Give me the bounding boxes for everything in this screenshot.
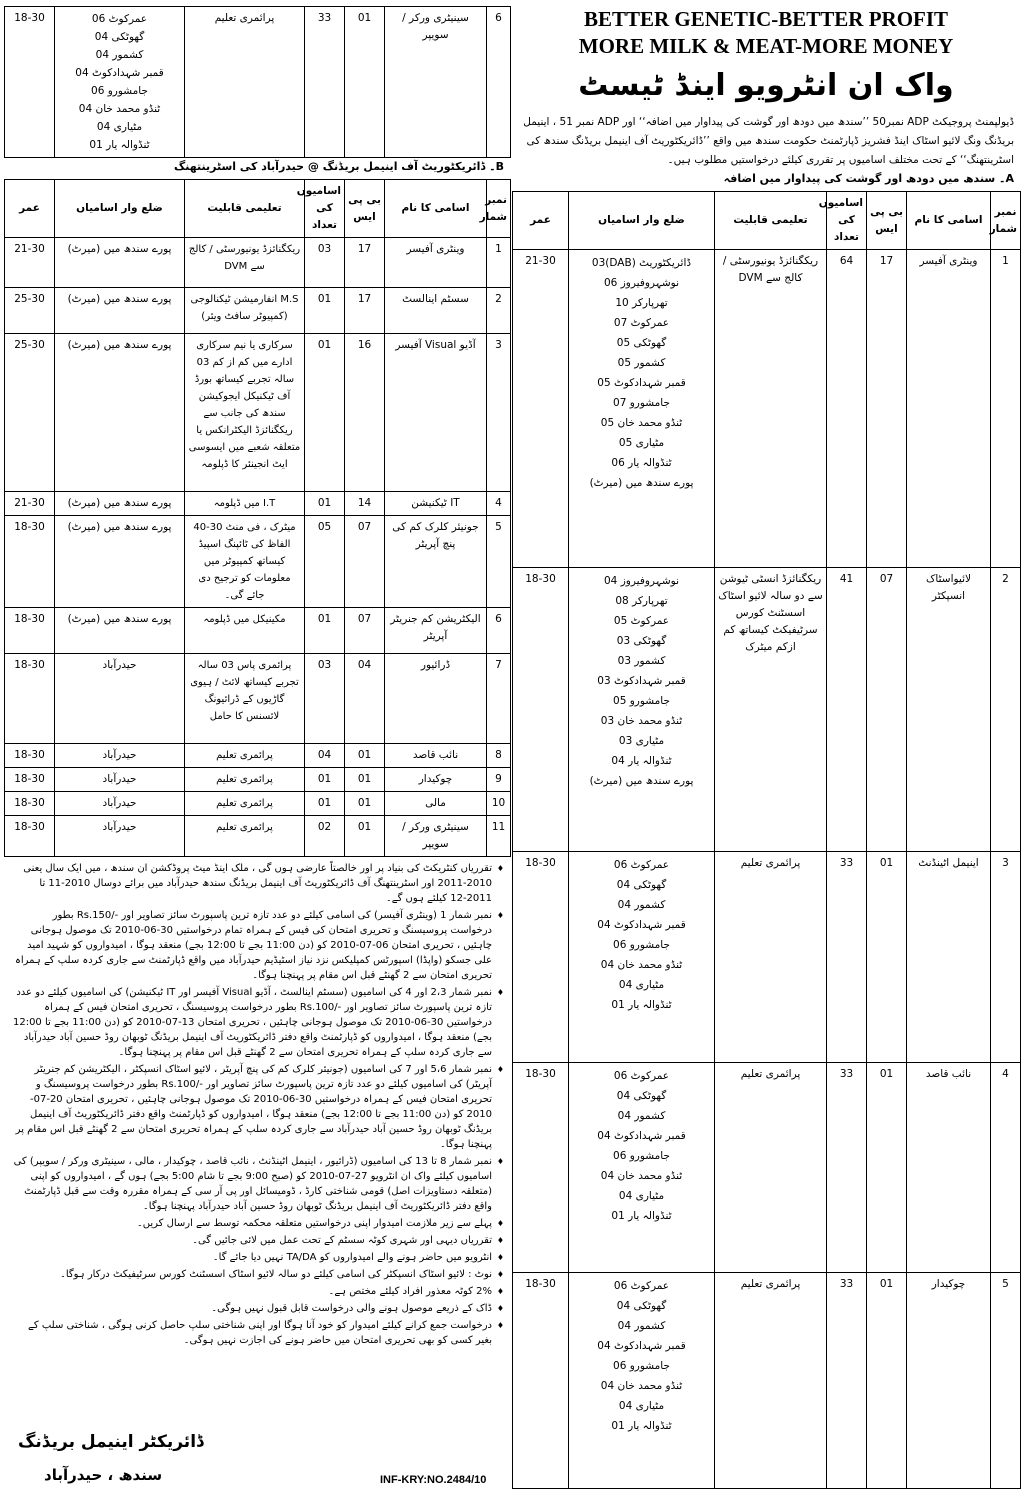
table-row [5,816,511,857]
cell-district: پورے سندھ میں (میرٹ) [55,238,185,288]
cell-post-name: IT ٹیکنیشن [385,492,487,516]
district-entry: قمبر شہدادکوٹ 04 [597,1130,686,1142]
cell-bps: 07 [867,568,907,852]
cell-post-name: الیکٹریشن کم جنریٹر آپریٹر [385,608,487,654]
cell-post-name: سسٹم اینالسٹ [385,288,487,334]
district-entry: ٹنڈو محمد خان 03 [600,715,683,727]
cell-post-name: آڈیو Visual آفیسر [385,334,487,492]
district-entry: تھرپارکر 10 [615,297,668,309]
cell-post-name: نائب قاصد [907,1063,991,1273]
cell-post-name: سینیٹری ورکر / سویپر [385,7,487,158]
cell-post-count: 03 [305,654,345,744]
district-entry: مٹیاری 05 [618,437,665,449]
district-entry: ٹنڈو محمد خان 04 [600,1380,683,1392]
signature-location: سندھ ، حیدرآباد [44,1466,163,1484]
cell-post-count: 02 [305,816,345,857]
cell-post-count: 01 [305,608,345,654]
note-item: ♦ پہلے سے زیر ملازمت امیدوار اپنی درخواستیں متعلقہ محکمہ توسط سے ارسال کریں۔ [10,1216,504,1231]
cell-post-count: 04 [305,744,345,768]
header-districts: ضلع وار اسامیاں [569,192,715,250]
district-entry: گھوٹکی 03 [616,635,667,647]
cell-bps: 16 [345,334,385,492]
district-entry: کشمور 03 [617,655,666,667]
headline-urdu: واک ان انٹرویو اینڈ ٹیسٹ [578,68,954,103]
cell-district: پورے سندھ میں (میرٹ) [55,334,185,492]
cell-post-count: 64 [827,250,867,568]
cell-post-count: 41 [827,568,867,852]
district-entry: ٹنڈو محمد خان 05 [600,417,683,429]
district-entry: ٹنڈوالہ یار 06 [611,457,672,469]
right-column [512,0,1020,1489]
district-entry: نوشہروفیروز 04 [604,575,679,587]
district-entry: مٹیاری 03 [618,735,665,747]
table-row [5,608,511,654]
header-serial: نمبر شمار [991,192,1021,250]
cell-bps: 01 [867,1273,907,1489]
cell-qualification: پرائمری تعلیم [185,792,305,816]
table-row [5,654,511,744]
district-entry: کشمور 04 [95,49,144,61]
cell-qualification: سرکاری یا نیم سرکاری ادارے میں کم از کم 03 سالہ تجربے کیساتھ بورڈ آف ٹیکنیکل ایجوکیشن سندھ کی جانب سے ریکگنائزڈ الیکٹرانکس یا متعلقہ شعبے میں ایسوسی ایٹ انجینئر کا ڈپلومہ [185,334,305,492]
cell-bps: 14 [345,492,385,516]
district-entry: کشمور 04 [617,1110,666,1122]
left-column [4,0,510,1486]
section-b-table [4,179,511,857]
cell-district: پورے سندھ میں (میرٹ) [55,288,185,334]
district-entry: پورے سندھ میں (میرٹ) [589,775,694,787]
district-entry: کشمور 04 [617,1320,666,1332]
header-serial: نمبر شمار [487,180,511,238]
note-item: ♦ ڈاک کے ذریعے موصول ہونے والی درخواست قابل قبول نہیں ہوگی۔ [10,1301,504,1316]
cell-serial: 6 [487,7,511,158]
table-row [513,1063,1021,1273]
cell-qualification: پرائمری تعلیم [715,1273,827,1489]
table-row [5,238,511,288]
note-item: ♦ انٹرویو میں حاضر ہونے والے امیدواروں کو TA/DA نہیں دیا جائے گا۔ [10,1250,504,1265]
cell-age: 18-30 [513,852,569,1063]
headline-line-2: MORE MILK & MEAT-MORE MONEY [578,34,954,58]
cell-qualification: پرائمری تعلیم [715,1063,827,1273]
headline-english [512,6,1020,60]
cell-district: حیدرآباد [55,768,185,792]
district-entry: گھوٹکی 05 [616,337,667,349]
cell-post-name: اینیمل اٹینڈنٹ [907,852,991,1063]
table-row [513,250,1021,568]
cell-serial: 2 [991,568,1021,852]
district-entry: جامشورو 06 [613,1150,670,1162]
cell-age: 21-30 [513,250,569,568]
cell-serial: 2 [487,288,511,334]
table-row [5,744,511,768]
cell-qualification: مکینیکل میں ڈپلومہ [185,608,305,654]
cell-serial: 4 [487,492,511,516]
cell-bps: 07 [345,608,385,654]
cell-bps: 17 [867,250,907,568]
district-entry: جامشورو 06 [613,1360,670,1372]
table-row [5,288,511,334]
district-entry: کشمور 04 [617,899,666,911]
header-qualification: تعلیمی قابلیت [185,180,305,238]
cell-age: 18-30 [5,516,55,608]
cell-bps: 17 [345,238,385,288]
cell-age: 18-30 [5,744,55,768]
cell-post-count: 03 [305,238,345,288]
district-entry: مٹیاری 04 [618,1400,665,1412]
cell-bps: 01 [867,1063,907,1273]
cell-district: حیدرآباد [55,744,185,768]
district-entry: کشمور 05 [617,357,666,369]
cell-post-count: 33 [827,1063,867,1273]
note-item: ♦ نمبر شمار 5،6 اور 7 کی اسامیوں (جونیئر کلرک کم کی پنچ آپریٹر ، لائیو اسٹاک انسپکٹر ، الیکٹریشن کم جنریٹر آپریٹر) کی اسامیوں کیلئے دو عدد تازہ ترین پاسپورٹ سائز تصاویر اور -/Rs.100 بطور درخواست پروسیسنگ و تحریری امتحان فیس کے ہمراہ درخواستیں 30-06-2010 تک موصول ہوجانی چاہئیں ، تحریری امتحان 20-07-2010 کو (دن 11:00 بجے تا 12:00 بجے) منعقد ہوگا ، امیدواروں کو ڈپارٹمنٹ واقع دفتر ڈائریکٹوریٹ آف اینیمل بریڈنگ ٹوبھان روڈ حسین آباد حیدرآباد سے جاری کردہ سلپ کے ہمراہ تحریری امتحان سے 2 گھنٹے قبل اس مقام پر پہنچنا ہوگا۔ [10,1062,504,1152]
section-b-header-row [5,180,511,238]
table-row [5,7,511,158]
header-post-name: اسامی کا نام [385,180,487,238]
cell-district: حیدرآباد [55,816,185,857]
signature-title: ڈائریکٹر اینیمل بریڈنگ [18,1432,204,1452]
header-age: عمر [513,192,569,250]
district-entry: عمرکوٹ 07 [613,317,670,329]
header-post-name: اسامی کا نام [907,192,991,250]
cell-post-name: لائیواسٹاک انسپکٹر [907,568,991,852]
district-entry: ڈائریکٹوریٹ (DAB)03 [591,257,692,269]
table-row [513,852,1021,1063]
section-a-header-row [513,192,1021,250]
cell-qualification: پرائمری تعلیم [185,744,305,768]
note-item: ♦ نمبر شمار 8 تا 13 کی اسامیوں (ڈرائیور ، اینیمل اٹینڈنٹ ، نائب قاصد ، چوکیدار ، مالی ، سینیٹری ورکر / سویپر) کی اسامیوں کیلئے واک ان انٹرویو 27-07-2010 کو (صبح 9:00 بجے تا شام 5:00 بجے) ہوں گے ، امیدواروں کو اپنی (متعلقہ دستاویزات اصل) قومی شناختی کارڈ ، ڈومیسائل اور پی آر سی کے ہمراہ مقررہ وقت سے قبل ڈپارٹمنٹ واقع دفتر ڈائریکٹوریٹ آف اینیمل بریڈنگ ٹوبھان روڈ حسین آباد حیدرآباد پہنچنا ہوگا۔ [10,1154,504,1214]
table-row [513,568,1021,852]
district-entry: تھرپارکر 08 [615,595,668,607]
cell-post-count: 33 [305,7,345,158]
cell-qualification: پرائمری تعلیم [185,7,305,158]
district-entry: ٹنڈوالہ یار 04 [611,755,672,767]
section-b-label: B۔ ڈائریکٹوریٹ آف اینیمل بریڈنگ @ حیدرآباد کی اسٹرینتھنگ [174,160,504,173]
cell-serial: 1 [991,250,1021,568]
cell-post-name: مالی [385,792,487,816]
cell-bps: 17 [345,288,385,334]
district-entry: قمبر شہدادکوٹ 05 [597,377,686,389]
cell-age: 18-30 [5,816,55,857]
cell-serial: 7 [487,654,511,744]
cell-districts [569,250,715,568]
cell-qualification: پرائمری تعلیم [185,816,305,857]
district-entry: ٹنڈوالہ یار 01 [89,139,150,151]
cell-serial: 9 [487,768,511,792]
cell-age: 25-30 [5,288,55,334]
cell-qualification: M.S انفارمیشن ٹیکنالوجی (کمپیوٹر سافٹ ویئر) [185,288,305,334]
table-row [5,334,511,492]
cell-districts [569,1273,715,1489]
cell-bps: 01 [345,7,385,158]
cell-post-name: سینیٹری ورکر / سویپر [385,816,487,857]
cell-post-count: 01 [305,492,345,516]
header-post-count: اسامیوں کی تعداد [305,180,345,238]
cell-serial: 3 [487,334,511,492]
note-item: ♦ تقرریاں دیہی اور شہری کوٹہ سسٹم کے تحت عمل میں لائی جائیں گی۔ [10,1233,504,1248]
cell-district: پورے سندھ میں (میرٹ) [55,516,185,608]
cell-districts [569,1063,715,1273]
cell-post-count: 01 [305,792,345,816]
district-entry: گھوٹکی 04 [616,879,667,891]
district-entry: ٹنڈو محمد خان 04 [600,959,683,971]
section-a-table [512,191,1021,1489]
cell-bps: 07 [345,516,385,608]
district-entry: عمرکوٹ 05 [613,615,670,627]
cell-post-name: جونیئر کلرک کم کی پنچ آپریٹر [385,516,487,608]
cell-post-name: ڈرائیور [385,654,487,744]
note-item: ♦ نوٹ : لائیو اسٹاک انسپکٹر کی اسامی کیلئے دو سالہ لائیو اسٹاک اسسٹنٹ کورس سرٹیفیکٹ درکار ہوگا۔ [10,1267,504,1282]
cell-district: پورے سندھ میں (میرٹ) [55,492,185,516]
intro-paragraph: ڈیولپمنٹ پروجیکٹ ADP نمبر50 ’’سندھ میں دودھ اور گوشت کی پیداوار میں اضافہ‘‘ اور ADP نمبر 51 ، اینیمل بریڈنگ ونگ لائیو اسٹاک اینڈ فشریز ڈپارٹمنٹ حکومت سندھ میں واقع ’’ڈائریکٹوریٹ آف اینیمل بریڈنگ سندھ کی اسٹرینتھنگ‘‘ کے تحت مختلف اسامیوں پر تقرری کیلئے درخواستیں مطلوب ہیں۔ [523,116,1014,166]
cell-age: 18-30 [5,654,55,744]
district-entry: عمرکوٹ 06 [613,1280,670,1292]
table-row [5,516,511,608]
cell-district: حیدرآباد [55,792,185,816]
cell-age: 18-30 [5,792,55,816]
district-entry: عمرکوٹ 06 [91,13,148,25]
cell-serial: 6 [487,608,511,654]
header-age: عمر [5,180,55,238]
district-entry: عمرکوٹ 06 [613,859,670,871]
cell-age: 25-30 [5,334,55,492]
cell-qualification: ریکگنائزڈ یونیورسٹی / کالج سے DVM [185,238,305,288]
district-entry: ٹنڈو محمد خان 04 [600,1170,683,1182]
cell-post-name: چوکیدار [385,768,487,792]
district-entry: جامشورو 07 [613,397,670,409]
cell-districts [55,7,185,158]
district-entry: ٹنڈوالہ یار 01 [611,999,672,1011]
district-entry: گھوٹکی 04 [616,1090,667,1102]
cell-age: 18-30 [513,1063,569,1273]
cell-age: 21-30 [5,238,55,288]
cell-bps: 01 [345,768,385,792]
cell-serial: 11 [487,816,511,857]
cell-serial: 4 [991,1063,1021,1273]
cell-post-count: 01 [305,288,345,334]
cell-post-count: 33 [827,852,867,1063]
cell-serial: 3 [991,852,1021,1063]
cell-bps: 01 [867,852,907,1063]
district-entry: نوشہروفیروز 06 [604,277,679,289]
district-entry: قمبر شہدادکوٹ 04 [75,67,164,79]
cell-district: پورے سندھ میں (میرٹ) [55,608,185,654]
cell-serial: 5 [991,1273,1021,1489]
cell-post-count: 33 [827,1273,867,1489]
district-entry: ٹنڈوالہ یار 01 [611,1420,672,1432]
table-row [5,492,511,516]
cell-qualification: ریکگنائزڈ یونیورسٹی / کالج سے DVM [715,250,827,568]
cell-bps: 01 [345,816,385,857]
header-districts: ضلع وار اسامیاں [55,180,185,238]
cell-qualification: پرائمری تعلیم [185,768,305,792]
district-entry: مٹیاری 04 [618,1190,665,1202]
cell-districts [569,568,715,852]
district-entry: پورے سندھ میں (میرٹ) [589,477,694,489]
district-entry: جامشورو 05 [613,695,670,707]
header-qualification: تعلیمی قابلیت [715,192,827,250]
district-entry: جامشورو 06 [91,85,148,97]
district-entry: گھوٹکی 04 [616,1300,667,1312]
cell-age: 18-30 [5,7,55,158]
district-entry: گھوٹکی 04 [94,31,145,43]
cell-post-name: چوکیدار [907,1273,991,1489]
district-entry: قمبر شہدادکوٹ 04 [597,1340,686,1352]
cell-post-count: 01 [305,768,345,792]
cell-qualification: ریکگنائزڈ انسٹی ٹیوشن سے دو سالہ لائیو اسٹاک اسسٹنٹ کورس سرٹیفیکٹ کیساتھ کم ازکم میٹرک [715,568,827,852]
district-entry: ٹنڈوالہ یار 01 [611,1210,672,1222]
district-entry: مٹیاری 04 [618,979,665,991]
cell-age: 18-30 [513,1273,569,1489]
cell-bps: 04 [345,654,385,744]
cell-serial: 1 [487,238,511,288]
district-entry: عمرکوٹ 06 [613,1070,670,1082]
district-entry: قمبر شہدادکوٹ 03 [597,675,686,687]
cell-post-name: نائب قاصد [385,744,487,768]
cell-post-name: وینٹری آفیسر [907,250,991,568]
cell-post-name: وینٹری آفیسر [385,238,487,288]
district-entry: قمبر شہدادکوٹ 04 [597,919,686,931]
cell-qualification: میٹرک ، فی منٹ 30-40 الفاظ کی ٹائپنگ اسپیڈ کیساتھ کمپیوٹر میں معلومات کو ترجیح دی جائے گی۔ [185,516,305,608]
note-item: ♦ نمبر شمار 1 (وینٹری آفیسر) کی اسامی کیلئے دو عدد تازہ ترین پاسپورٹ سائز تصاویر اور -/Rs.150 بطور درخواست پروسیسنگ و تحریری امتحان کی فیس کے ہمراہ تمام درخواستیں 30-06-2010 تک موصول ہوجانی چاہئیں ، تحریری امتحان 06-07-2010 کو (دن 11:00 بجے تا 12:00 بجے) منعقد ہوگا ، امیدواروں کو شہید امید علی جسکو (واپڈا) اسپورٹس کمپلیکس نزد نیاز اسٹیڈیم حیدرآباد میں واقع ڈپارٹمنٹ سے جاری کردہ سلپ کے ہمراہ تحریری امتحان سے 2 گھنٹے قبل اس مقام پر پہنچنا ہوگا۔ [10,908,504,983]
headline-line-1: BETTER GENETIC-BETTER PROFIT [583,7,949,31]
note-item: ♦ نمبر شمار 2،3 اور 4 کی اسامیوں (سسٹم اینالسٹ ، آڈیو Visual آفیسر اور IT ٹیکنیشن) کی اسامیوں کیلئے دو عدد تازہ ترین پاسپورٹ سائز تصاویر اور -/Rs.100 بطور درخواست پروسیسنگ ، تحریری امتحان فیس کے ہمراہ درخواستیں 30-06-2010 تک موصول ہوجانی چاہئیں ، تحریری امتحان 13-07-2010 کو (دن 11:00 بجے تا 12:00 بجے) منعقد ہوگا ، امیدواروں کو ڈپارٹمنٹ واقع دفتر ڈائریکٹوریٹ آف اینیمل بریڈنگ ٹوبھان روڈ حسین آباد حیدرآباد سے جاری کردہ سلپ کے ہمراہ تحریری امتحان سے 2 گھنٹے قبل اس مقام پر پہنچنا ہوگا۔ [10,985,504,1060]
note-item: ♦ درخواست جمع کرانے کیلئے امیدوار کو خود آنا ہوگا اور اپنی شناختی سلپ حاصل کرنی ہوگی ، شناختی سلپ کے بغیر کسی کو بھی تحریری امتحان میں حاضر ہونے کی اجازت نہیں ہوگی۔ [10,1318,504,1348]
cell-serial: 8 [487,744,511,768]
cell-qualification: I.T میں ڈپلومہ [185,492,305,516]
cell-bps: 01 [345,792,385,816]
cell-qualification: پرائمری تعلیم [715,852,827,1063]
district-entry: جامشورو 06 [613,939,670,951]
table-row [5,792,511,816]
cell-districts [569,852,715,1063]
note-item: ♦ 2% کوٹہ معذور افراد کیلئے مختص ہے۔ [10,1284,504,1299]
cell-serial: 10 [487,792,511,816]
cell-age: 21-30 [5,492,55,516]
header-post-count: اسامیوں کی تعداد [827,192,867,250]
cell-age: 18-30 [5,768,55,792]
table-row [5,768,511,792]
table-row [513,1273,1021,1489]
note-item: ♦ تقرریاں کنٹریکٹ کی بنیاد پر اور خالصتاً عارضی ہوں گی ، ملک اینڈ میٹ پروڈکشن ان سندھ ، میں ایک سال یعنی 2010-2011 اور اسٹرینتھنگ آف ڈائریکٹوریٹ آف اینیمل بریڈنگ سندھ حیدرآباد میں برائے دوسال 2010-11 تا 2011-12 کیلئے ہوں گے۔ [10,861,504,906]
cell-age: 18-30 [5,608,55,654]
reference-number: INF-KRY:NO.2484/10 [380,1474,487,1486]
cell-bps: 01 [345,744,385,768]
cell-post-count: 05 [305,516,345,608]
notes-list [4,857,510,1348]
district-entry: مٹیاری 04 [96,121,143,133]
cell-serial: 5 [487,516,511,608]
header-bps: بی پی ایس [867,192,907,250]
cell-district: حیدرآباد [55,654,185,744]
cell-qualification: پرائمری پاس 03 سالہ تجربے کیساتھ لائٹ / ہیوی گاڑیوں کے ڈرائیونگ لائسنس کا حامل [185,654,305,744]
header-bps: بی پی ایس [345,180,385,238]
section-a-continued-table [4,6,511,158]
cell-age: 18-30 [513,568,569,852]
district-entry: ٹنڈو محمد خان 04 [78,103,161,115]
cell-post-count: 01 [305,334,345,492]
section-a-label: A۔ سندھ میں دودھ اور گوشت کی پیداوار میں اضافہ [723,172,1014,185]
